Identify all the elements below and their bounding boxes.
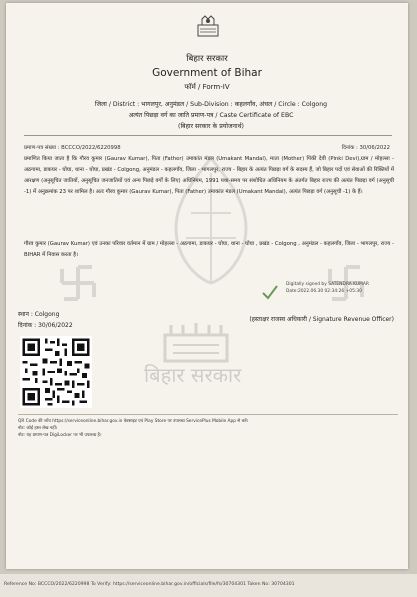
header-divider bbox=[24, 135, 392, 136]
officer-signature-label: (हस्ताक्षर राजस्व अधिकारी / Signature Revenue Officer) bbox=[249, 316, 394, 323]
district-line: जिला / District : भागलपुर, अनुमंडल / Sub-Division : कहलगाँव, अंचल / Circle : Colgong bbox=[94, 101, 328, 108]
certificate-page bbox=[6, 3, 408, 569]
certificate-date: दिनांक : 30/06/2022 bbox=[341, 145, 390, 151]
form-number: फॉर्म / Form-IV bbox=[184, 83, 230, 91]
paragraph-1-text-b: शामिल है। अतः गौरव कुमार (Gaurav Kumar), पिता (Father) उमाकांत मंडल (Umakant Mandal), अत्यंत पिछड़ा वर्ग (अनुसूची -1) के हैं। bbox=[74, 189, 363, 195]
state-hindi-title: बिहार सरकार bbox=[186, 54, 228, 64]
paragraph-1-text-a: प्रमाणित किया जाता है कि गौरव कुमार (Gaurav Kumar), पिता (Father) उमाकांत मंडल (Umakant Mandal), माता (Mother) पिंकी देवी (Pinki Devi),ग्राम / मोहल्ला - अठगामा, डाकघर - घोघा, थाना - घोघा, प्रखंड - Colgong, अनुमंडल - कहलगाँव, जिला - भागलपुर, राज्य - बिहार के अत्यंत पिछड़ा वर्ग के सदस्य हैं, जो बिहार पदों एवं सेवाओं की रिक्तियों में आरक्षण (अनुसूचित जातियों, अनुसूचित जनजातियों एवं अन्य पिछड़े वर्गों के लिए) अधिनियम, 1991 यथा-समय पर संशोधित अधिनियम के अंतर्गत बिहार राज्य की अत्यंत पिछड़ा वर्ग (अनुसूची -1) में अनुक्रमांक 23 पर bbox=[24, 156, 394, 195]
bihar-emblem-icon bbox=[194, 11, 222, 39]
place-date: दिनांक : 30/06/2022 bbox=[18, 322, 73, 329]
no-handwriting-note: नोट: कोई हस्त लेख नहीं। bbox=[18, 426, 58, 431]
reference-text: Reference No: BCCCO/2022/6220998 To Verify: https://serviceonline.bihar.gov.in/officials/file/fs/30704301 Token No: 30704301 bbox=[4, 582, 295, 587]
signature-verified-icon bbox=[261, 284, 279, 300]
certificate-number: प्रमाण-पत्र संख्या : BCCCO/2022/6220998 bbox=[24, 145, 121, 151]
digilocker-note: नोट: यह प्रमाण-पत्र DigiLocker पर भी उपलब्ध है। bbox=[18, 433, 102, 438]
bottom-divider bbox=[18, 414, 398, 415]
certificate-paragraph-1 bbox=[24, 154, 394, 198]
watermark-bottom-emblem-icon bbox=[161, 321, 231, 363]
watermark-left-symbol-icon bbox=[58, 263, 98, 303]
government-title: Government of Bihar bbox=[152, 67, 262, 79]
watermark-text: बिहार सरकार bbox=[144, 363, 242, 387]
signature-signed-by: Digitally signed by SATENDRA KUMAR bbox=[286, 282, 369, 287]
certificate-paragraph-2: गौरव कुमार (Gaurav Kumar) एवं उनका परिवार वर्तमान में ग्राम / मोहल्ला - अठगामा, डाकघर - घोघा, थाना - घोघा , प्रखंड - Colgong , अनुमंडल - कहलगाँव, जिला - भागलपुर, राज्य - BIHAR में निवास करता है। bbox=[24, 241, 394, 258]
digital-signature bbox=[286, 282, 404, 300]
reference-footer bbox=[0, 574, 417, 597]
certificate-subtitle: (बिहार सरकार के प्रयोजनार्थ) bbox=[178, 123, 244, 130]
signature-date: Date:2022.06.30 02:34:26 +05:30 bbox=[286, 289, 362, 294]
qr-code[interactable] bbox=[20, 336, 92, 408]
certificate-title: अत्यंत पिछड़ा वर्ग का जाति प्रमाण-पत्र / Caste Certificate of EBC bbox=[128, 112, 294, 119]
place-label: स्थान : Colgong bbox=[18, 311, 60, 318]
qr-verify-note: QR Code की जाँच https://serviceonline.bihar.gov.in वेबसाइट एवं Play Store पर उपलब्ध ServicePlus Mobile App से करें। bbox=[18, 419, 249, 424]
